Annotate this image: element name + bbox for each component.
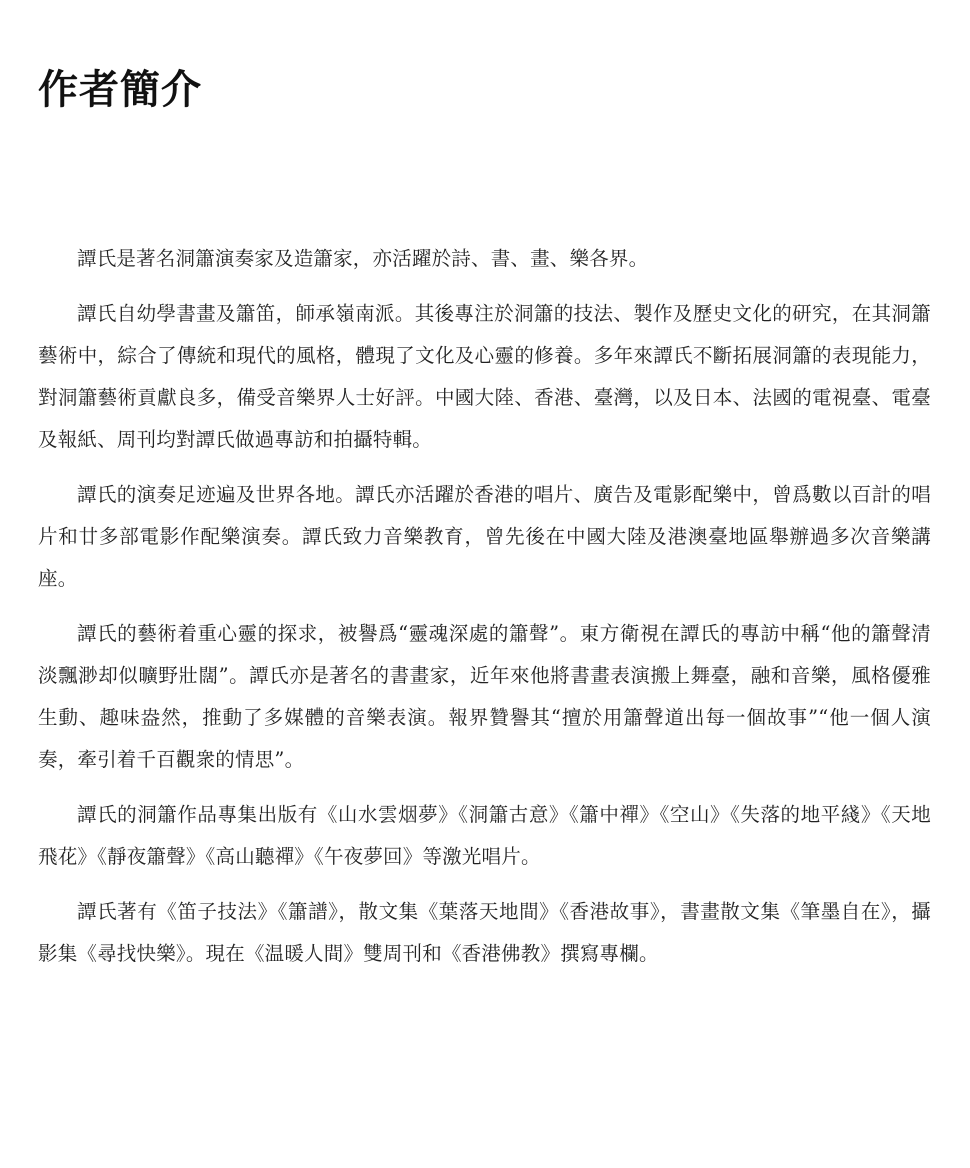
bio-paragraph-1: 譚氏是著名洞簫演奏家及造簫家，亦活躍於詩、書、畫、樂各界。: [77, 247, 649, 270]
bio-paragraph-3: 譚氏的演奏足迹遍及世界各地。譚氏亦活躍於香港的唱片、廣告及電影配樂中，曾爲數以百計的唱片和廿多部電影作配樂演奏。譚氏致力音樂教育，曾先後在中國大陸及港澳臺地區舉辦過多次音樂講座。: [38, 483, 931, 590]
page-title: 作者簡介: [38, 66, 202, 113]
bio-paragraph-4: 譚氏的藝術着重心靈的探求，被譽爲“靈魂深處的簫聲”。東方衛視在譚氏的專訪中稱“他的簫聲清淡飄渺却似曠野壯闊”。譚氏亦是著名的書畫家，近年來他將書畫表演搬上舞臺，融和音樂，風格優雅生動、趣味盎然，推動了多媒體的音樂表演。報界贊譽其“擅於用簫聲道出每一個故事”“他一個人演奏，牽引着千百觀衆的情思”。: [38, 622, 931, 771]
bio-paragraph-6: 譚氏著有《笛子技法》《簫譜》，散文集《葉落天地間》《香港故事》，書畫散文集《筆墨自在》，攝影集《尋找快樂》。現在《温暖人間》雙周刊和《香港佛教》撰寫專欄。: [38, 900, 931, 965]
bio-paragraph-5: 譚氏的洞簫作品專集出版有《山水雲烟夢》《洞簫古意》《簫中禪》《空山》《失落的地平綫》《天地飛花》《靜夜簫聲》《高山聽禪》《午夜夢回》等激光唱片。: [38, 803, 931, 868]
author-bio-body: [38, 238, 931, 988]
bio-paragraph-2: 譚氏自幼學書畫及簫笛，師承嶺南派。其後專注於洞簫的技法、製作及歷史文化的研究，在其洞簫藝術中，綜合了傳統和現代的風格，體現了文化及心靈的修養。多年來譚氏不斷拓展洞簫的表現能力，對洞簫藝術貢獻良多，備受音樂界人士好評。中國大陸、香港、臺灣，以及日本、法國的電視臺、電臺及報紙、周刊均對譚氏做過專訪和拍攝特輯。: [38, 302, 931, 451]
